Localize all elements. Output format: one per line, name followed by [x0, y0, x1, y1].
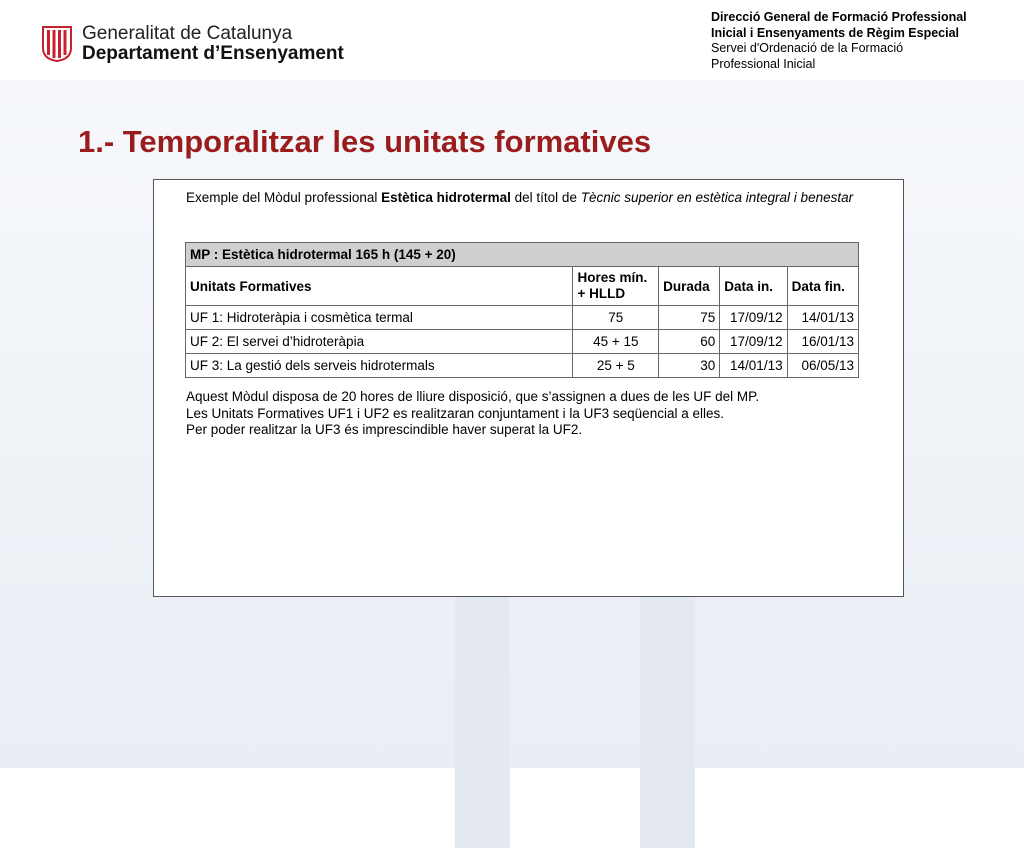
table-row — [186, 354, 859, 378]
uf-name-cell: UF 3: La gestió dels serveis hidrotermals — [186, 354, 573, 378]
notes — [186, 389, 876, 439]
note-line: Per poder realitzar la UF3 és imprescindible haver superat la UF2. — [186, 422, 583, 437]
uf-table — [185, 242, 859, 378]
hores-cell: 45 + 15 — [573, 330, 659, 354]
org-name-line2: Departament d’Ensenyament — [82, 43, 344, 64]
dept-line4: Professional Inicial — [711, 56, 816, 71]
dept-line1: Direcció General de Formació Professional — [711, 10, 967, 24]
table-mp-row — [186, 243, 859, 267]
data-fin-cell: 06/05/13 — [787, 354, 858, 378]
dept-line3: Servei d'Ordenació de la Formació — [711, 41, 904, 55]
col-header: Data in. — [720, 267, 787, 306]
hores-cell: 25 + 5 — [573, 354, 659, 378]
data-in-cell: 14/01/13 — [720, 354, 787, 378]
intro-text — [186, 189, 866, 206]
col-header: Data fin. — [787, 267, 858, 306]
content-box — [153, 179, 904, 597]
department-info — [711, 10, 967, 72]
org-name-line1: Generalitat de Catalunya — [82, 23, 293, 44]
table-row — [186, 330, 859, 354]
data-fin-cell: 16/01/13 — [787, 330, 858, 354]
durada-cell: 60 — [659, 330, 720, 354]
dept-line2: Inicial i Ensenyaments de Règim Especial — [711, 25, 960, 40]
durada-cell: 75 — [659, 306, 720, 330]
intro-prefix: Exemple del Mòdul professional — [186, 190, 382, 205]
table-header-row — [186, 267, 859, 306]
note-line: Aquest Mòdul disposa de 20 hores de lliure disposició, que s’assignen a dues de les UF del MP. — [186, 389, 760, 404]
note-line: Les Unitats Formatives UF1 i UF2 es realitzaran conjuntament i la UF3 seqüencial a elles. — [186, 405, 724, 421]
table-row — [186, 306, 859, 330]
senyera-icon — [42, 26, 72, 62]
col-header: Durada — [659, 267, 720, 306]
intro-module-name: Estètica hidrotermal — [381, 190, 511, 205]
uf-name-cell: UF 2: El servei d’hidroteràpia — [186, 330, 573, 354]
col-header: Unitats Formatives — [186, 267, 573, 306]
generalitat-logo — [42, 24, 344, 64]
intro-title-name: Tècnic superior en estètica integral i benestar — [580, 190, 854, 205]
intro-middle: del títol de — [510, 190, 581, 205]
col-header: Hores mín. + HLLD — [573, 267, 659, 306]
data-in-cell: 17/09/12 — [720, 330, 787, 354]
hores-cell: 75 — [573, 306, 659, 330]
uf-name-cell: UF 1: Hidroteràpia i cosmètica termal — [186, 306, 573, 330]
durada-cell: 30 — [659, 354, 720, 378]
data-in-cell: 17/09/12 — [720, 306, 787, 330]
mp-header-cell: MP : Estètica hidrotermal 165 h (145 + 20) — [186, 243, 859, 267]
data-fin-cell: 14/01/13 — [787, 306, 858, 330]
page-title: 1.- Temporalitzar les unitats formatives — [78, 124, 652, 159]
